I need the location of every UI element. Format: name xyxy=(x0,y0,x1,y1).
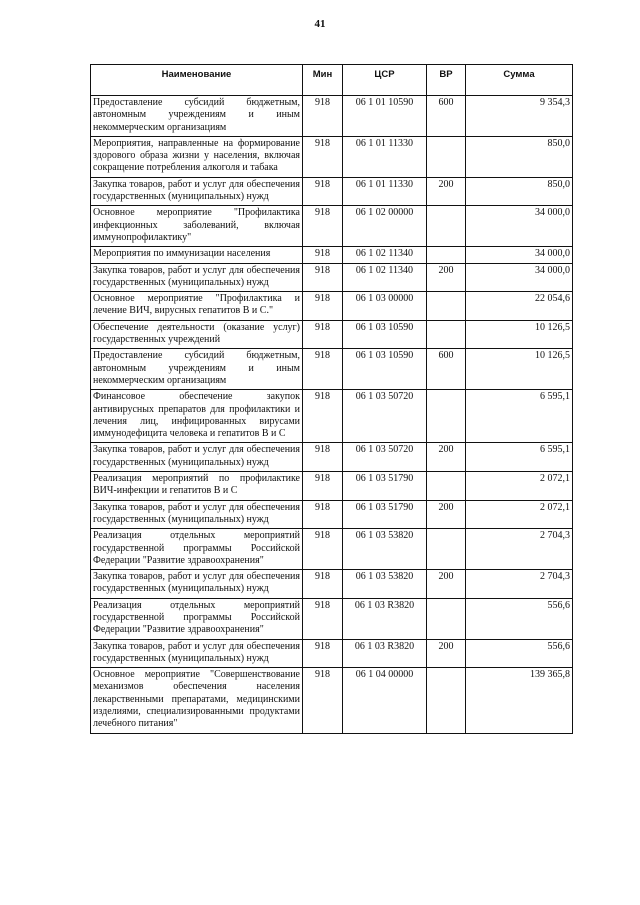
row-min: 918 xyxy=(303,443,343,472)
row-min: 918 xyxy=(303,598,343,639)
row-name: Основное мероприятие "Профилактика и лечение ВИЧ, вирусных гепатитов В и С." xyxy=(91,292,303,321)
row-vr xyxy=(427,472,466,501)
row-csr: 06 1 02 11340 xyxy=(343,247,427,263)
row-csr: 06 1 03 10590 xyxy=(343,349,427,390)
row-sum: 6 595,1 xyxy=(466,443,573,472)
row-min: 918 xyxy=(303,292,343,321)
row-name: Закупка товаров, работ и услуг для обеспечения государственных (муниципальных) нужд xyxy=(91,639,303,668)
row-sum: 22 054,6 xyxy=(466,292,573,321)
table-row xyxy=(91,443,573,472)
row-csr: 06 1 03 51790 xyxy=(343,472,427,501)
row-csr: 06 1 01 10590 xyxy=(343,96,427,137)
row-sum: 34 000,0 xyxy=(466,206,573,247)
row-vr xyxy=(427,668,466,733)
row-vr xyxy=(427,598,466,639)
header-name: Наименование xyxy=(91,65,303,96)
row-name: Реализация отдельных мероприятий государственной программы Российской Федерации "Развитие здравоохранения" xyxy=(91,529,303,570)
header-sum: Сумма xyxy=(466,65,573,96)
row-vr: 600 xyxy=(427,96,466,137)
row-csr: 06 1 03 R3820 xyxy=(343,639,427,668)
row-name: Закупка товаров, работ и услуг для обеспечения государственных (муниципальных) нужд xyxy=(91,263,303,292)
row-min: 918 xyxy=(303,136,343,177)
row-name: Мероприятия по иммунизации населения xyxy=(91,247,303,263)
row-min: 918 xyxy=(303,390,343,443)
row-sum: 556,6 xyxy=(466,598,573,639)
row-vr: 200 xyxy=(427,639,466,668)
table-row xyxy=(91,96,573,137)
table-row xyxy=(91,247,573,263)
row-name: Мероприятия, направленные на формирование здорового образа жизни у населения, включая сокращение потребления алкоголя и табака xyxy=(91,136,303,177)
row-name: Основное мероприятие "Профилактика инфекционных заболеваний, включая иммунопрофилактику" xyxy=(91,206,303,247)
row-csr: 06 1 01 11330 xyxy=(343,136,427,177)
table-row xyxy=(91,570,573,599)
header-vr: ВР xyxy=(427,65,466,96)
row-sum: 10 126,5 xyxy=(466,349,573,390)
row-min: 918 xyxy=(303,472,343,501)
table-row xyxy=(91,668,573,733)
row-vr xyxy=(427,247,466,263)
table-row xyxy=(91,320,573,349)
row-sum: 2 704,3 xyxy=(466,570,573,599)
row-vr xyxy=(427,390,466,443)
row-name: Финансовое обеспечение закупок антивирусных препаратов для профилактики и лечения лиц, инфицированных вирусами иммунодефицита человека и гепатитов В и С xyxy=(91,390,303,443)
table-row xyxy=(91,598,573,639)
row-name: Закупка товаров, работ и услуг для обеспечения государственных (муниципальных) нужд xyxy=(91,570,303,599)
table-row xyxy=(91,349,573,390)
row-min: 918 xyxy=(303,177,343,206)
row-vr xyxy=(427,320,466,349)
row-csr: 06 1 03 R3820 xyxy=(343,598,427,639)
table-row xyxy=(91,472,573,501)
row-name: Основное мероприятие "Совершенствование механизмов обеспечения населения лекарственными препаратами, медицинскими изделиями, специализированными продуктами лечебного питания" xyxy=(91,668,303,733)
row-csr: 06 1 03 50720 xyxy=(343,390,427,443)
table-header-row xyxy=(91,65,573,96)
table-row xyxy=(91,500,573,529)
row-min: 918 xyxy=(303,668,343,733)
page-number: 41 xyxy=(314,18,326,30)
row-csr: 06 1 03 53820 xyxy=(343,529,427,570)
row-name: Закупка товаров, работ и услуг для обеспечения государственных (муниципальных) нужд xyxy=(91,177,303,206)
row-min: 918 xyxy=(303,320,343,349)
row-sum: 850,0 xyxy=(466,177,573,206)
budget-table xyxy=(90,64,573,734)
row-vr xyxy=(427,206,466,247)
row-vr: 200 xyxy=(427,263,466,292)
row-vr xyxy=(427,292,466,321)
table-row xyxy=(91,206,573,247)
row-sum: 556,6 xyxy=(466,639,573,668)
row-vr xyxy=(427,136,466,177)
row-sum: 34 000,0 xyxy=(466,247,573,263)
row-csr: 06 1 01 11330 xyxy=(343,177,427,206)
row-sum: 2 704,3 xyxy=(466,529,573,570)
table-row xyxy=(91,390,573,443)
row-sum: 139 365,8 xyxy=(466,668,573,733)
row-csr: 06 1 03 50720 xyxy=(343,443,427,472)
row-name: Закупка товаров, работ и услуг для обеспечения государственных (муниципальных) нужд xyxy=(91,500,303,529)
table-body xyxy=(91,96,573,734)
row-sum: 2 072,1 xyxy=(466,500,573,529)
row-vr: 200 xyxy=(427,177,466,206)
row-min: 918 xyxy=(303,349,343,390)
row-vr xyxy=(427,529,466,570)
row-name: Закупка товаров, работ и услуг для обеспечения государственных (муниципальных) нужд xyxy=(91,443,303,472)
row-csr: 06 1 03 53820 xyxy=(343,570,427,599)
table-row xyxy=(91,136,573,177)
row-csr: 06 1 03 10590 xyxy=(343,320,427,349)
header-csr: ЦСР xyxy=(343,65,427,96)
row-name: Предоставление субсидий бюджетным, автономным учреждениям и иным некоммерческим организациям xyxy=(91,349,303,390)
row-min: 918 xyxy=(303,570,343,599)
table-row xyxy=(91,529,573,570)
row-vr: 200 xyxy=(427,443,466,472)
row-min: 918 xyxy=(303,639,343,668)
row-name: Предоставление субсидий бюджетным, автономным учреждениям и иным некоммерческим организациям xyxy=(91,96,303,137)
row-sum: 6 595,1 xyxy=(466,390,573,443)
row-csr: 06 1 04 00000 xyxy=(343,668,427,733)
row-sum: 2 072,1 xyxy=(466,472,573,501)
row-sum: 850,0 xyxy=(466,136,573,177)
row-csr: 06 1 02 00000 xyxy=(343,206,427,247)
row-sum: 10 126,5 xyxy=(466,320,573,349)
row-csr: 06 1 03 00000 xyxy=(343,292,427,321)
row-min: 918 xyxy=(303,206,343,247)
row-name: Реализация мероприятий по профилактике ВИЧ-инфекции и гепатитов В и С xyxy=(91,472,303,501)
table-row xyxy=(91,292,573,321)
row-csr: 06 1 03 51790 xyxy=(343,500,427,529)
row-sum: 9 354,3 xyxy=(466,96,573,137)
row-min: 918 xyxy=(303,263,343,292)
table-row xyxy=(91,177,573,206)
row-sum: 34 000,0 xyxy=(466,263,573,292)
header-min: Мин xyxy=(303,65,343,96)
row-name: Реализация отдельных мероприятий государственной программы Российской Федерации "Развитие здравоохранения" xyxy=(91,598,303,639)
row-vr: 200 xyxy=(427,500,466,529)
table-row xyxy=(91,639,573,668)
row-min: 918 xyxy=(303,96,343,137)
row-csr: 06 1 02 11340 xyxy=(343,263,427,292)
row-min: 918 xyxy=(303,500,343,529)
row-min: 918 xyxy=(303,529,343,570)
row-vr: 200 xyxy=(427,570,466,599)
table-row xyxy=(91,263,573,292)
row-min: 918 xyxy=(303,247,343,263)
row-vr: 600 xyxy=(427,349,466,390)
row-name: Обеспечение деятельности (оказание услуг) государственных учреждений xyxy=(91,320,303,349)
